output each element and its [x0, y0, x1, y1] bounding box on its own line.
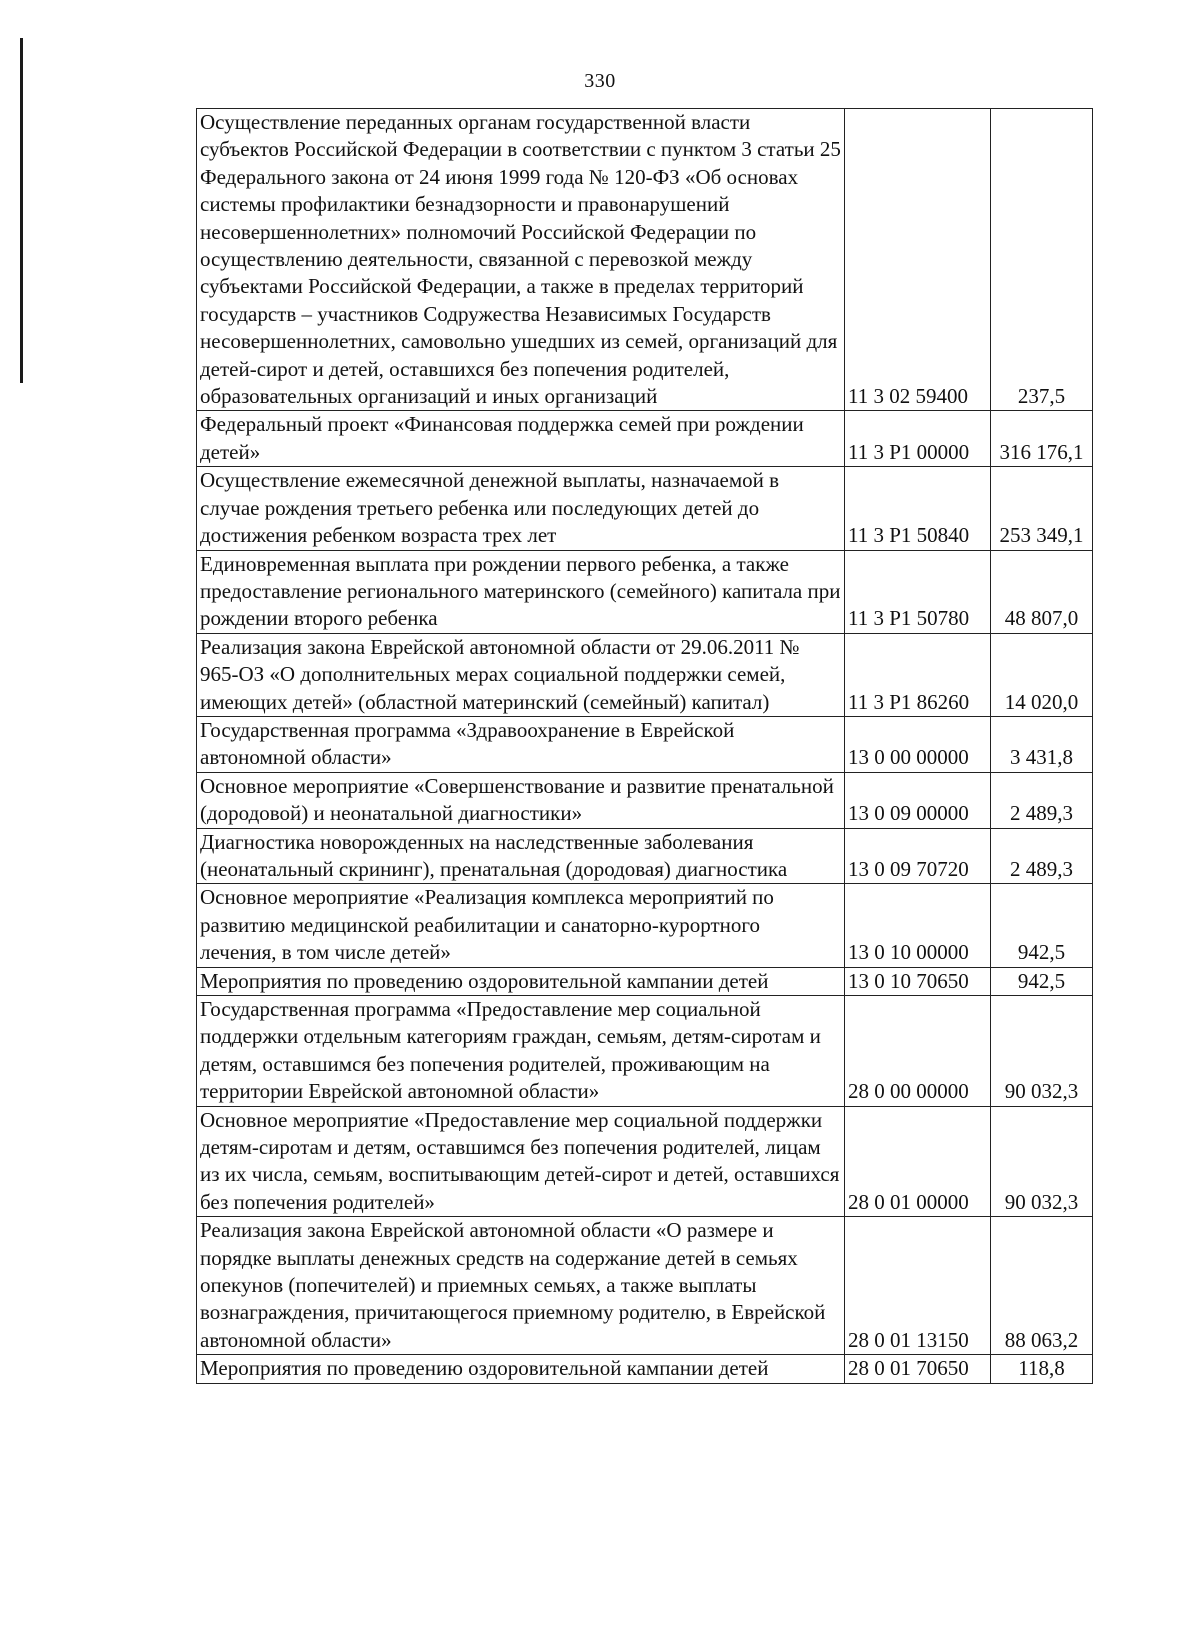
- row-sum-cell: 2 489,3: [991, 772, 1093, 828]
- table-row: [197, 828, 1093, 884]
- row-code-cell: 28 0 01 00000: [845, 1106, 991, 1217]
- row-code-cell: 13 0 00 00000: [845, 716, 991, 772]
- row-name-cell: Мероприятия по проведению оздоровительной кампании детей: [197, 1355, 845, 1383]
- budget-table: [196, 108, 1093, 1384]
- row-name-cell: Основное мероприятие «Совершенствование и развитие пренатальной (дородовой) и неонатальной диагностики»: [197, 772, 845, 828]
- row-name-cell: Государственная программа «Предоставление мер социальной поддержки отдельным категориям граждан, семьям, детям-сиротам и детям, оставшимся без попечения родителей, проживающим на территории Еврейской автономной области»: [197, 996, 845, 1107]
- row-sum-cell: 2 489,3: [991, 828, 1093, 884]
- row-sum-cell: 118,8: [991, 1355, 1093, 1383]
- table-row: [197, 633, 1093, 716]
- row-sum-cell: 90 032,3: [991, 1106, 1093, 1217]
- row-sum-cell: 3 431,8: [991, 716, 1093, 772]
- row-name-cell: Мероприятия по проведению оздоровительной кампании детей: [197, 967, 845, 995]
- row-code-cell: 28 0 00 00000: [845, 996, 991, 1107]
- row-name-cell: Единовременная выплата при рождении первого ребенка, а также предоставление регионального материнского (семейного) капитала при рождении второго ребенка: [197, 550, 845, 633]
- row-code-cell: 13 0 09 70720: [845, 828, 991, 884]
- row-sum-cell: 942,5: [991, 967, 1093, 995]
- row-name-cell: Государственная программа «Здравоохранение в Еврейской автономной области»: [197, 716, 845, 772]
- row-sum-cell: 90 032,3: [991, 996, 1093, 1107]
- table-row: [197, 550, 1093, 633]
- row-code-cell: 11 3 P1 50840: [845, 467, 991, 550]
- row-sum-cell: 88 063,2: [991, 1217, 1093, 1355]
- row-sum-cell: 48 807,0: [991, 550, 1093, 633]
- table-row: [197, 411, 1093, 467]
- table-row: [197, 967, 1093, 995]
- row-sum-cell: 237,5: [991, 109, 1093, 411]
- row-name-cell: Реализация закона Еврейской автономной области от 29.06.2011 № 965-ОЗ «О дополнительных мерах социальной поддержки семей, имеющих детей» (областной материнский (семейный) капитал): [197, 633, 845, 716]
- table-row: [197, 109, 1093, 411]
- row-sum-cell: 316 176,1: [991, 411, 1093, 467]
- row-name-cell: Осуществление переданных органам государственной власти субъектов Российской Федерации в соответствии с пунктом 3 статьи 25 Федерального закона от 24 июня 1999 года № 120-ФЗ «Об основах системы профилактики безнадзорности и правонарушений несовершеннолетних» полномочий Российской Федерации по осуществлению деятельности, связанной с перевозкой между субъектами Российской Федерации, а также в пределах территорий государств – участников Содружества Независимых Государств несовершеннолетних, самовольно ушедших из семей, организаций для детей-сирот и детей, оставшихся без попечения родителей, образовательных организаций и иных организаций: [197, 109, 845, 411]
- row-code-cell: 11 3 P1 00000: [845, 411, 991, 467]
- row-code-cell: 13 0 09 00000: [845, 772, 991, 828]
- table-row: [197, 884, 1093, 967]
- row-sum-cell: 253 349,1: [991, 467, 1093, 550]
- row-code-cell: 13 0 10 00000: [845, 884, 991, 967]
- row-code-cell: 13 0 10 70650: [845, 967, 991, 995]
- row-code-cell: 11 3 02 59400: [845, 109, 991, 411]
- table-row: [197, 467, 1093, 550]
- row-code-cell: 28 0 01 70650: [845, 1355, 991, 1383]
- row-name-cell: Основное мероприятие «Реализация комплекса мероприятий по развитию медицинской реабилитации и санаторно-курортного лечения, в том числе детей»: [197, 884, 845, 967]
- table-row: [197, 1355, 1093, 1383]
- page-number: 330: [584, 70, 616, 92]
- row-sum-cell: 14 020,0: [991, 633, 1093, 716]
- table-row: [197, 716, 1093, 772]
- row-name-cell: Реализация закона Еврейской автономной области «О размере и порядке выплаты денежных средств на содержание детей в семьях опекунов (попечителей) и приемных семьях, а также выплаты вознаграждения, причитающегося приемному родителю, в Еврейской автономной области»: [197, 1217, 845, 1355]
- row-code-cell: 11 3 P1 50780: [845, 550, 991, 633]
- table-row: [197, 1217, 1093, 1355]
- row-sum-cell: 942,5: [991, 884, 1093, 967]
- row-name-cell: Федеральный проект «Финансовая поддержка семей при рождении детей»: [197, 411, 845, 467]
- table-row: [197, 772, 1093, 828]
- table-row: [197, 1106, 1093, 1217]
- table-row: [197, 996, 1093, 1107]
- row-code-cell: 11 3 P1 86260: [845, 633, 991, 716]
- row-name-cell: Основное мероприятие «Предоставление мер социальной поддержки детям-сиротам и детям, оставшимся без попечения родителей, лицам из их числа, семьям, воспитывающим детей-сирот и детей, оставшихся без попечения родителей»: [197, 1106, 845, 1217]
- row-name-cell: Диагностика новорожденных на наследственные заболевания (неонатальный скрининг), пренатальная (дородовая) диагностика: [197, 828, 845, 884]
- row-name-cell: Осуществление ежемесячной денежной выплаты, назначаемой в случае рождения третьего ребенка или последующих детей до достижения ребенком возраста трех лет: [197, 467, 845, 550]
- budget-table-body: [197, 109, 1093, 1384]
- row-code-cell: 28 0 01 13150: [845, 1217, 991, 1355]
